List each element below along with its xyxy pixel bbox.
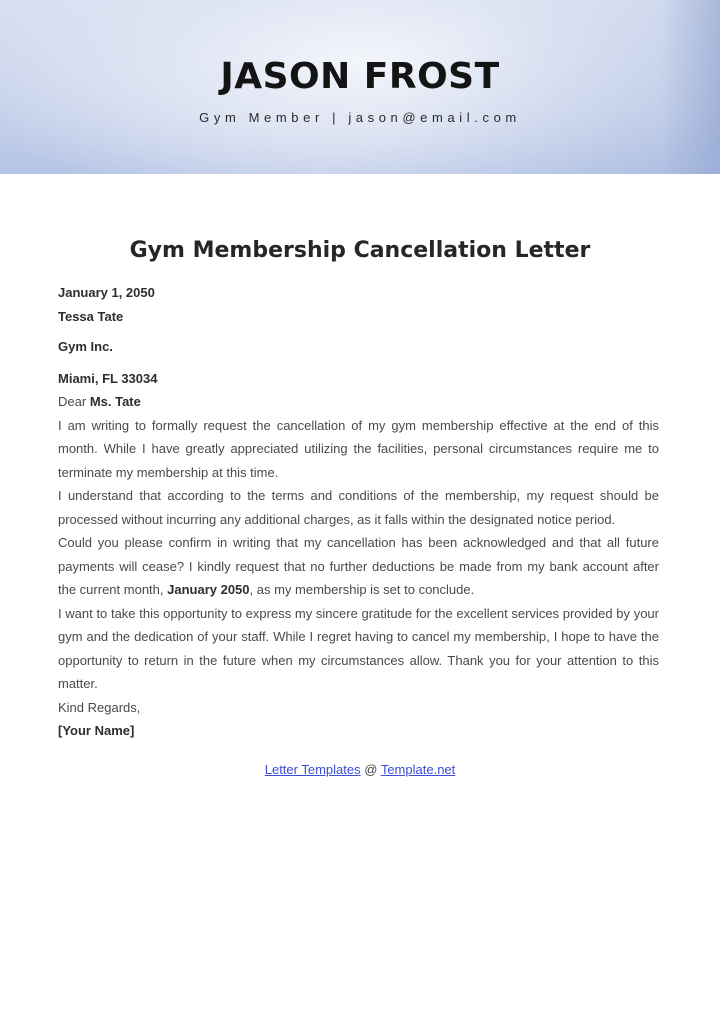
- paragraph-3: [58, 531, 659, 602]
- paragraph-3-tail: , as my membership is set to conclude.: [249, 582, 475, 597]
- recipient-name: Tessa Tate: [58, 308, 124, 324]
- salutation-name: Ms. Tate: [89, 394, 141, 409]
- sender-role: Gym Member: [199, 110, 324, 125]
- salutation: [58, 390, 659, 414]
- at-symbol: @: [364, 762, 378, 777]
- letter-date: January 1, 2050: [58, 285, 155, 300]
- closing: Kind Regards,: [58, 699, 141, 715]
- separator: |: [332, 110, 341, 125]
- recipient-company: Gym Inc.: [58, 339, 113, 354]
- sender-email: jason@email.com: [348, 110, 521, 125]
- template-net-link[interactable]: Template.net: [380, 762, 456, 777]
- recipient-address: Miami, FL 33034: [58, 370, 158, 386]
- paragraph-2: I understand that according to the terms and conditions of the membership, my request should be processed without incurring any additional charges, as it falls within the designated notice period.: [58, 488, 659, 527]
- document-title: Gym Membership Cancellation Letter: [129, 238, 591, 263]
- sender-name: JASON FROST: [220, 56, 500, 97]
- paragraph-3-text: Could you please confirm in writing that my cancellation has been acknowledged and that all future payments will cease? I kindly request that no further deductions be made from my bank account after the current month,: [58, 535, 659, 597]
- letter-header: [0, 0, 720, 174]
- paragraph-4: I want to take this opportunity to express my sincere gratitude for the excellent services provided by your gym and the dedication of your staff. While I regret having to cancel my membership, I hope to have the opportunity to return in the future when my circumstances allow. Thank you for your attention to this matter.: [58, 605, 659, 691]
- signature: [Your Name]: [58, 723, 135, 738]
- paragraph-1: I am writing to formally request the cancellation of my gym membership effective at the end of this month. While I have greatly appreciated utilizing the facilities, personal circumstances require me to terminate my membership at this time.: [58, 417, 659, 480]
- footer-attribution: [0, 762, 720, 777]
- letter-templates-link[interactable]: Letter Templates: [264, 762, 361, 777]
- sender-subline: [0, 110, 720, 125]
- letter-body: [58, 281, 659, 743]
- end-month-highlight: January 2050: [167, 582, 250, 597]
- salutation-prefix: Dear: [58, 394, 87, 409]
